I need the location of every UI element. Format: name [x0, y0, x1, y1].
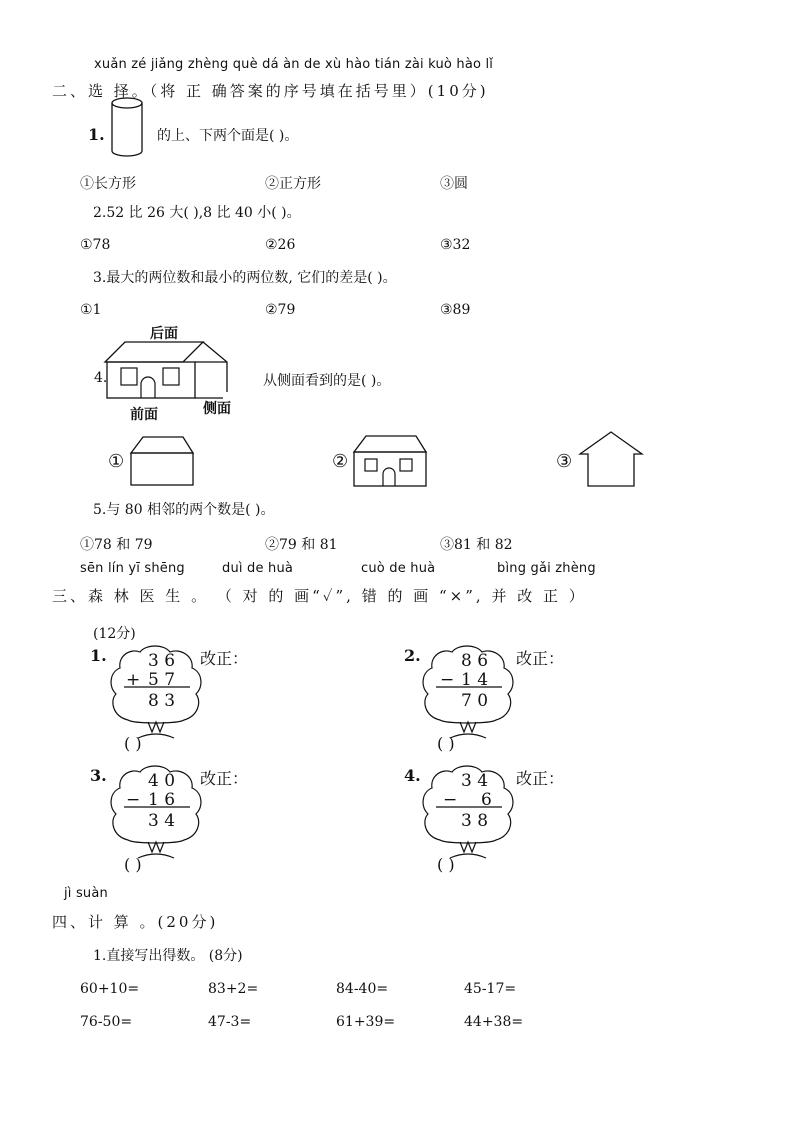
problem-3-number: 3.: [90, 766, 107, 785]
q4-option-1-figure: [129, 435, 197, 487]
q4-option-3-mark: ③: [556, 451, 573, 472]
house-label-side: 侧面: [203, 401, 231, 417]
q5-text: 5.与 80 相邻的两个数是( )。: [93, 502, 275, 518]
problem-2-op: −: [440, 670, 455, 690]
calc-r2-c1: 76-50=: [80, 1014, 133, 1030]
problem-2-number: 2.: [404, 646, 421, 665]
section4-sub1: 1.直接写出得数。 (8分): [93, 948, 243, 964]
problem-3-op: −: [126, 790, 141, 810]
problem-3-correction-label: 改正：: [200, 769, 249, 788]
q1-text: 的上、下两个面是( )。: [157, 128, 299, 144]
problem-3-bottom: 1 6: [148, 790, 176, 810]
problem-2-answer-bracket[interactable]: ( ): [437, 734, 455, 753]
problem-2-correction-label: 改正：: [516, 649, 565, 668]
pinyin-section2: xuǎn zé jiǎng zhèng què dá àn de xù hào tián zài kuò hào lǐ: [94, 57, 494, 72]
q1-number: 1.: [88, 125, 105, 144]
q4-option-2-mark: ②: [332, 451, 349, 472]
q4-option-2-figure: [352, 434, 428, 488]
q2-option-1: ①78: [80, 237, 111, 253]
problem-2-top: 8 6: [461, 651, 489, 671]
problem-4-answer-bracket[interactable]: ( ): [437, 855, 455, 874]
problem-1-correction-label: 改正：: [200, 649, 249, 668]
problem-1-number: 1.: [90, 646, 107, 665]
calc-r1-c3: 84-40=: [336, 981, 389, 997]
pinyin-section3-d: bìng gǎi zhèng: [497, 561, 596, 576]
section3-score: (12分): [93, 626, 136, 642]
calc-r1-c2: 83+2=: [208, 981, 259, 997]
problem-3-result: 3 4: [148, 811, 176, 831]
q4-option-1-mark: ①: [108, 451, 125, 472]
section2-title: 二、选 择。（将 正 确答案的序号填在括号里）(10分): [52, 82, 489, 100]
house-3d-figure: [105, 340, 235, 402]
calc-r1-c4: 45-17=: [464, 981, 517, 997]
problem-2-result: 7 0: [461, 691, 489, 711]
problem-1-op: +: [126, 670, 141, 690]
problem-4-top: 3 4: [461, 771, 489, 791]
pinyin-section3-b: duì de huà: [222, 561, 294, 576]
q1-option-1: ①长方形: [80, 176, 136, 192]
calc-r2-c2: 47-3=: [208, 1014, 252, 1030]
q5-option-2: ②79 和 81: [265, 537, 338, 553]
problem-4-op: −: [443, 790, 458, 810]
house-label-back: 后面: [150, 326, 178, 342]
pinyin-section3-c: cuò de huà: [361, 561, 436, 576]
problem-1-bottom: 5 7: [148, 670, 176, 690]
problem-3-top: 4 0: [148, 771, 176, 791]
problem-1-top: 3 6: [148, 651, 176, 671]
q4-option-3-figure: [578, 430, 646, 488]
pinyin-section4: jì suàn: [64, 886, 108, 901]
pinyin-section3-a: sēn lín yī shēng: [80, 561, 185, 576]
q5-option-1: ①78 和 79: [80, 537, 153, 553]
section4-title: 四、计 算 。(20分): [52, 913, 219, 931]
calc-r2-c4: 44+38=: [464, 1014, 524, 1030]
calc-r2-c3: 61+39=: [336, 1014, 396, 1030]
problem-2-bottom: 1 4: [461, 670, 489, 690]
problem-4-correction-label: 改正：: [516, 769, 565, 788]
section3-title: 三、森 林 医 生 。 （ 对 的 画“✓”, 错 的 画 “×”, 并 改 正 ）: [52, 587, 587, 605]
q4-number: 4.: [94, 370, 108, 386]
q2-text: 2.52 比 26 大( ),8 比 40 小( )。: [93, 205, 301, 221]
calc-r1-c1: 60+10=: [80, 981, 140, 997]
q5-option-3: ③81 和 82: [440, 537, 513, 553]
q2-option-2: ②26: [265, 237, 296, 253]
q2-option-3: ③32: [440, 237, 471, 253]
q1-option-3: ③圆: [440, 176, 468, 192]
house-label-front: 前面: [130, 407, 158, 423]
q4-text: 从侧面看到的是( )。: [263, 373, 391, 389]
q3-text: 3.最大的两位数和最小的两位数, 它们的差是( )。: [93, 270, 397, 286]
q3-option-2: ②79: [265, 302, 296, 318]
problem-1-result: 8 3: [148, 691, 176, 711]
problem-3-answer-bracket[interactable]: ( ): [124, 855, 142, 874]
problem-4-result: 3 8: [461, 811, 489, 831]
cylinder-figure: [107, 96, 147, 162]
q1-option-2: ②正方形: [265, 176, 321, 192]
problem-4-number: 4.: [404, 766, 421, 785]
problem-1-answer-bracket[interactable]: ( ): [124, 734, 142, 753]
q3-option-3: ③89: [440, 302, 471, 318]
q3-option-1: ①1: [80, 302, 102, 318]
problem-4-bottom: 6: [481, 790, 492, 810]
